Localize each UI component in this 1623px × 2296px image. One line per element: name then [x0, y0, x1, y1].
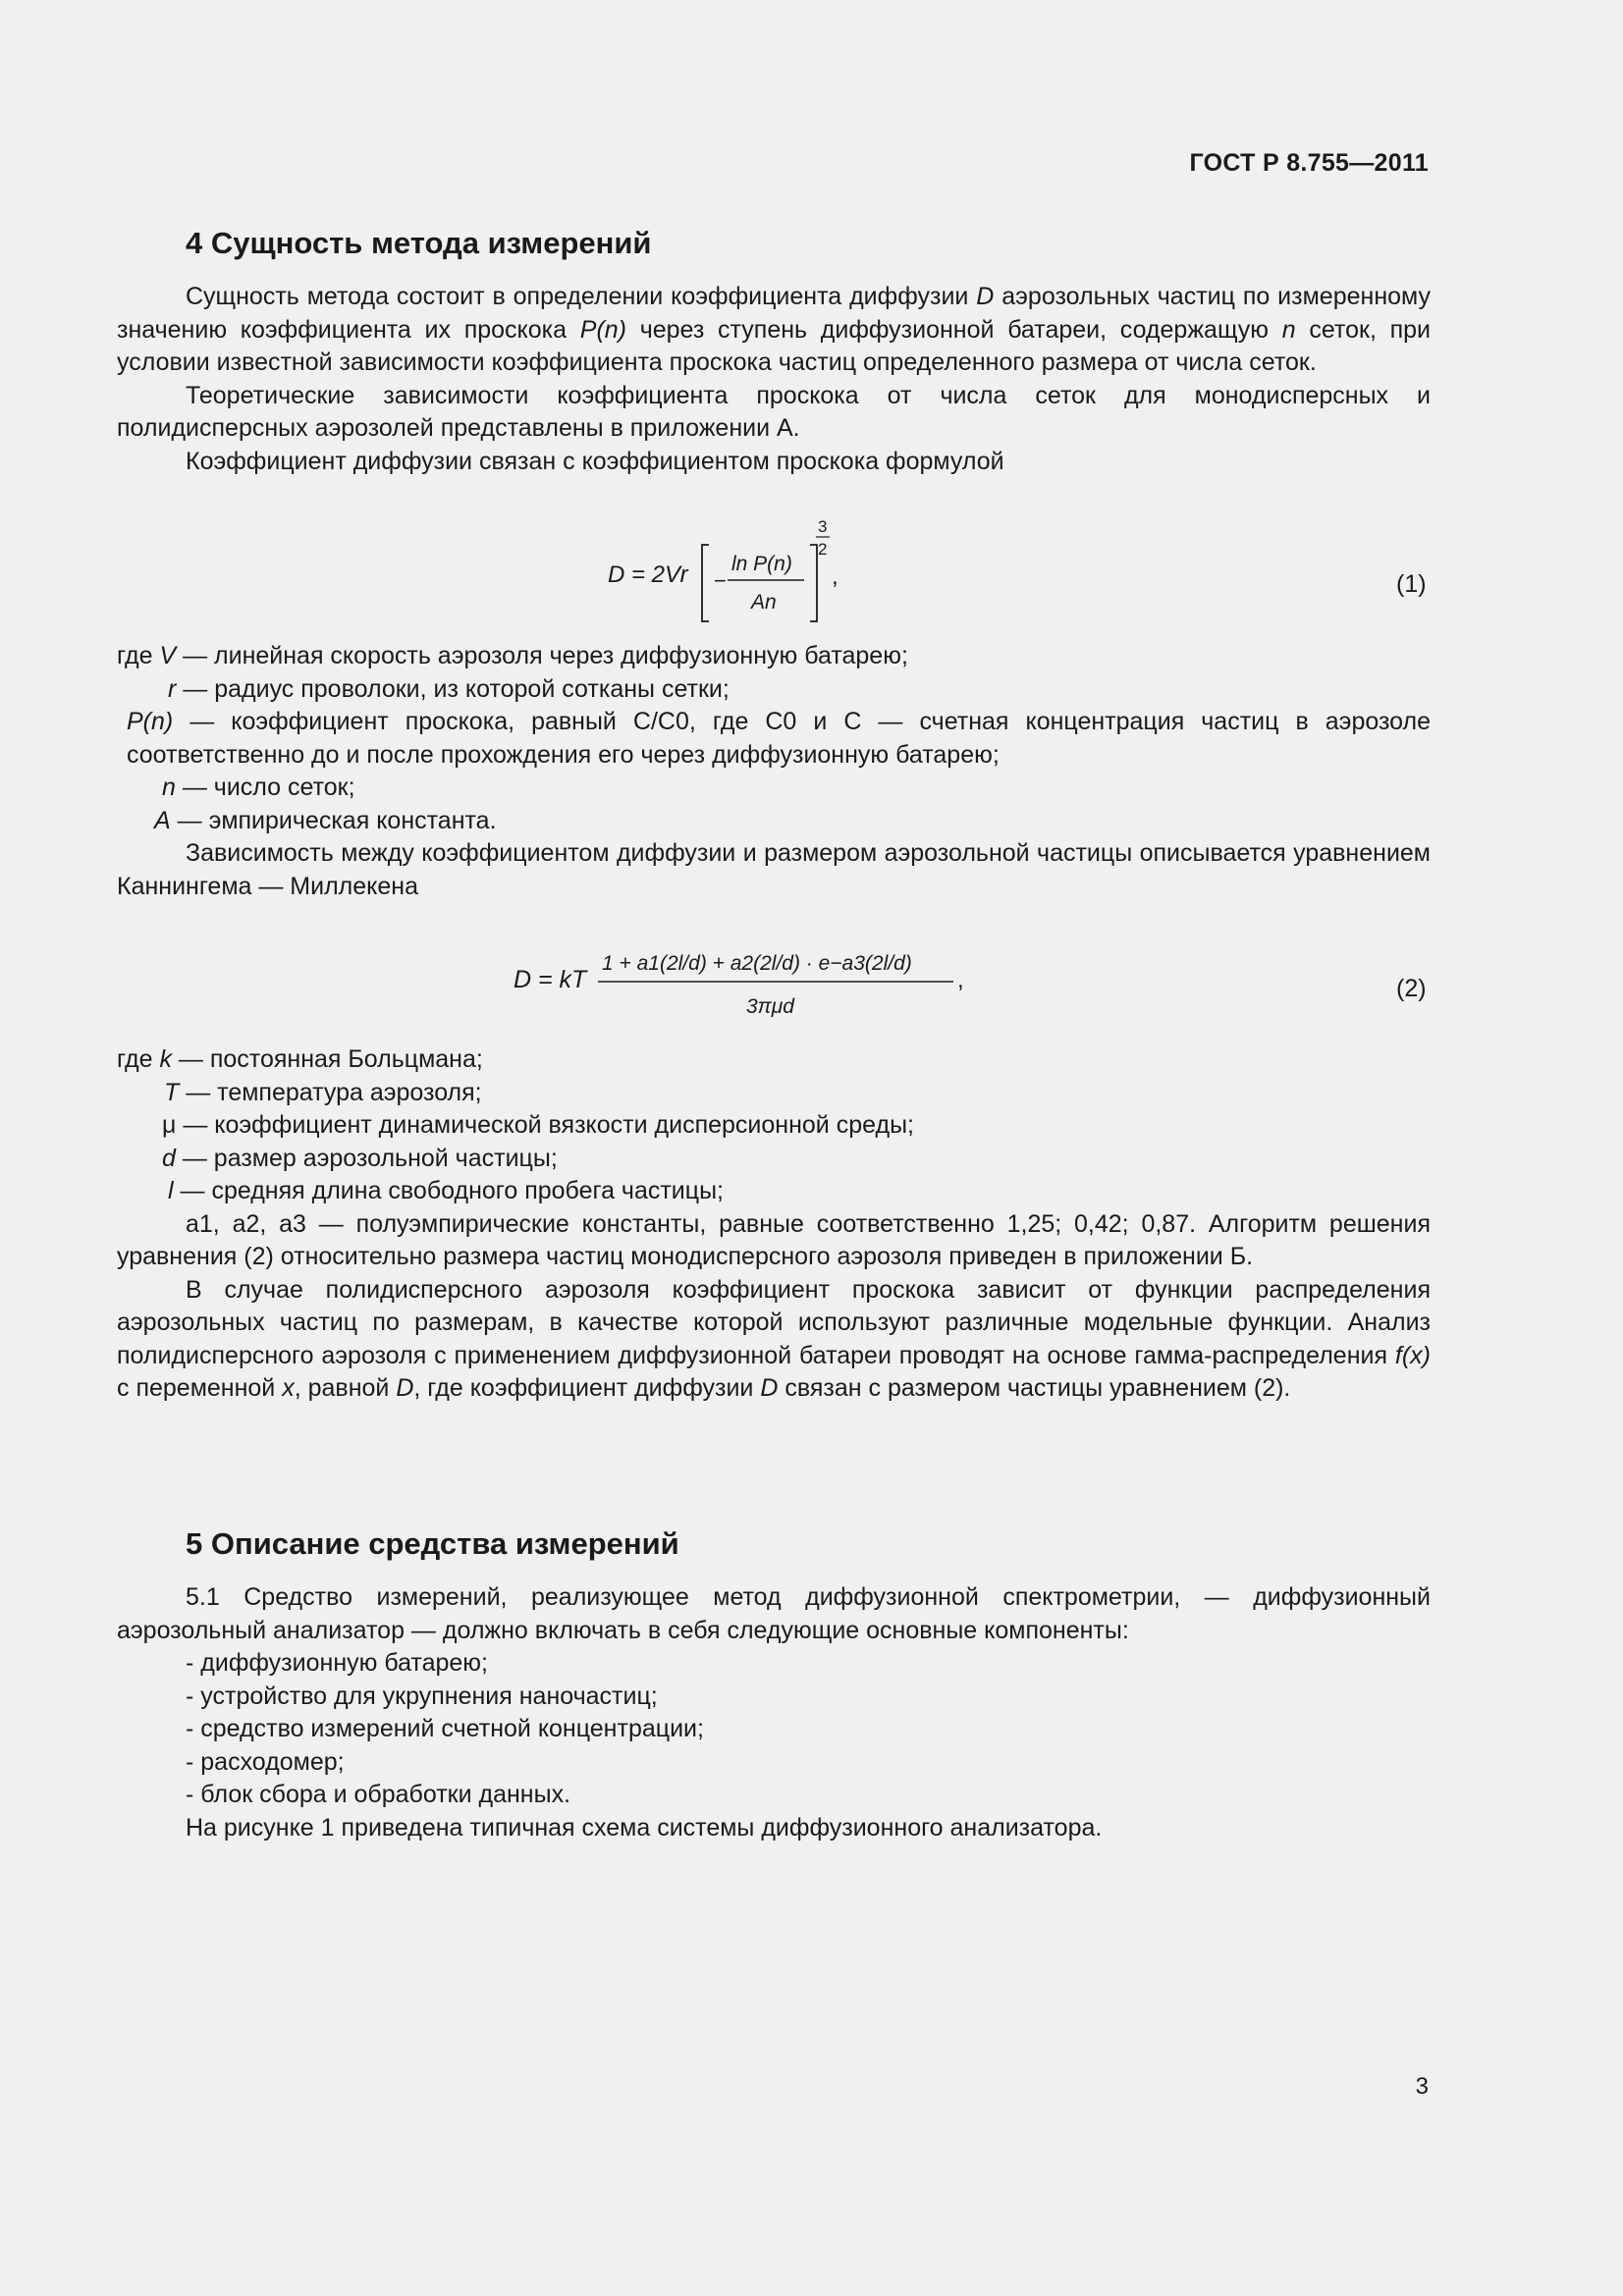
equation-2-graphic	[117, 903, 1431, 1043]
where-list-1	[117, 640, 1431, 837]
equation-1	[117, 478, 1431, 640]
page-number: 3	[1415, 2073, 1429, 2100]
where-item-r: r — радиус проволоки, из которой сотканы сетки;	[168, 674, 730, 703]
eq1-right-bracket	[810, 545, 817, 621]
eq2-comma: ,	[957, 967, 964, 993]
section-5	[117, 1524, 1431, 1844]
where-item-T: T — температура аэрозоля;	[164, 1078, 482, 1106]
eq1-comma: ,	[832, 563, 839, 590]
section-4-title: 4 Сущность метода измерений	[186, 226, 652, 260]
document-code: ГОСТ Р 8.755—2011	[1189, 149, 1429, 177]
section-5-paragraph-1: 5.1 Средство измерений, реализующее метод диффузионной спектрометрии, — диффузионный аэрозольный анализатор — должно включать в себя следующие основные компоненты:	[117, 1583, 1431, 1644]
section-4-paragraph-4: Зависимость между коэффициентом диффузии и размером аэрозольной частицы описывается уравнением Каннингема — Миллекена	[117, 839, 1431, 900]
where-item-mu: μ — коэффициент динамической вязкости дисперсионной среды;	[162, 1111, 914, 1139]
section-5-paragraph-2: На рисунке 1 приведена типичная схема системы диффузионного анализатора.	[186, 1813, 1103, 1842]
eq1-numerator: ln P(n)	[731, 553, 792, 575]
section-5-title: 5 Описание средства измерений	[186, 1526, 679, 1561]
equation-2	[117, 903, 1431, 1043]
equation-1-graphic	[117, 478, 1431, 640]
eq1-denominator: An	[751, 591, 777, 614]
where-list-2	[117, 1043, 1431, 1208]
where-item-d: d — размер аэрозольной частицы;	[162, 1144, 558, 1172]
eq1-minus: −	[714, 568, 727, 593]
eq2-denominator: 3πμd	[746, 995, 794, 1018]
where-item-k: где k — постоянная Больцмана;	[117, 1045, 483, 1073]
eq2-numerator: 1 + a1(2l/d) + a2(2l/d) · e−a3(2l/d)	[602, 952, 912, 975]
eq1-exponent-numerator: 3	[818, 517, 828, 536]
where-item-n: n — число сеток;	[162, 774, 355, 801]
where-item-A: A — эмпирическая константа.	[154, 806, 497, 834]
component-item: - устройство для укрупнения наночастиц;	[186, 1682, 658, 1710]
component-item: - средство измерений счетной концентрации;	[186, 1715, 704, 1742]
eq1-lhs: D = 2Vr	[608, 561, 688, 588]
section-4-paragraph-3: Коэффициент диффузии связан с коэффициентом проскока формулой	[186, 447, 1004, 475]
eq2-number: (2)	[1396, 975, 1427, 1002]
where-item-l: l — средняя длина свободного пробега частицы;	[168, 1177, 724, 1204]
eq1-number: (1)	[1396, 570, 1427, 598]
section-4-paragraph-6: В случае полидисперсного аэрозоля коэффициент проскока зависит от функции распределения аэрозольных частиц по размерам, в качестве которой используют различные модельные функции. Анализ полидисперсного аэрозоля с применением диффузионной батареи проводят на основе гамма-распределения f(x) с переменной x, равной D, где коэффициент диффузии D связан с размером частицы уравнением (2).	[117, 1275, 1431, 1402]
component-item: - диффузионную батарею;	[186, 1649, 488, 1677]
where-item-Pn: P(n) — коэффициент проскока, равный C/C0, где C0 и C — счетная концентрация частиц в аэрозоле соответственно до и после прохождения его через диффузионную батарею;	[127, 708, 1431, 769]
section-4-paragraph-2: Теоретические зависимости коэффициента проскока от числа сеток для монодисперсных и полидисперсных аэрозолей представлены в приложении А.	[117, 381, 1431, 442]
where-item-V: где V — линейная скорость аэрозоля через диффузионную батарею;	[117, 642, 908, 669]
section-4	[117, 224, 1431, 1406]
component-item: - расходомер;	[186, 1747, 345, 1776]
component-item: - блок сбора и обработки данных.	[186, 1781, 571, 1808]
eq1-exponent-denominator: 2	[818, 540, 828, 559]
eq2-lhs: D = kT	[514, 966, 587, 993]
section-4-paragraph-1: Сущность метода состоит в определении коэффициента диффузии D аэрозольных частиц по измеренному значению коэффициента их проскока P(n) через ступень диффузионной батареи, содержащую n сеток, при условии известной зависимости коэффициента проскока частиц определенного размера от числа сеток.	[117, 283, 1431, 376]
eq1-left-bracket	[702, 545, 709, 621]
section-4-paragraph-5: a1, a2, a3 — полуэмпирические константы, равные соответственно 1,25; 0,42; 0,87. Алгоритм решения уравнения (2) относительно размера частиц монодисперсного аэрозоля приведен в приложении Б.	[117, 1209, 1431, 1270]
